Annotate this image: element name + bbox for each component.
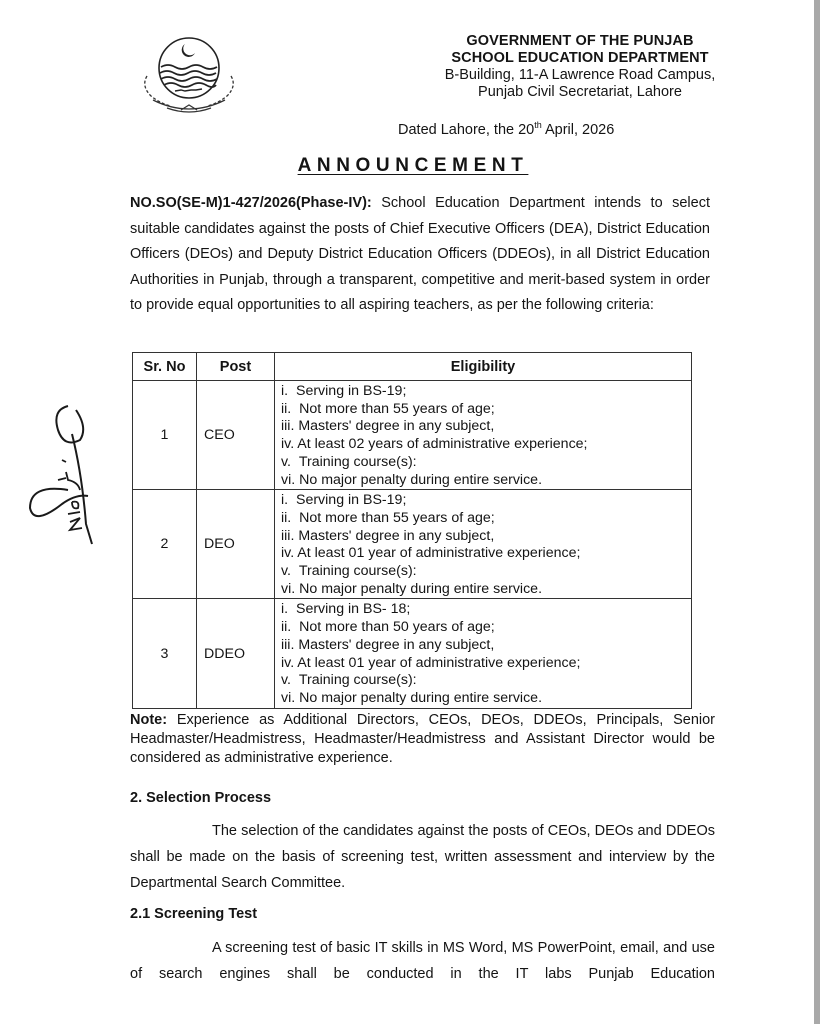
- table-row: [133, 381, 692, 490]
- cell-sr-no: 1: [133, 381, 197, 490]
- cell-eligibility: [275, 599, 692, 708]
- cell-post: DDEO: [197, 599, 275, 708]
- eligibility-item: ii. Not more than 50 years of age;: [281, 619, 495, 636]
- intro-text: School Education Department intends to select suitable candidates against the posts of Chief Executive Officers (DEA), District Education Officers (DEOs) and Deputy District Education Officers (DDEOs), in all District Education Authorities in Punjab, through a transparent, competitive and merit-based system in order to provide equal opportunities to all aspiring teachers, as per the following criteria:: [130, 195, 710, 313]
- note-text: Experience as Additional Directors, CEOs, DEOs, DDEOs, Principals, Senior Headmaster/Headmistress, Headmaster/Headmistress and Assistant Director would be considered as administrative experience.: [130, 712, 715, 766]
- note-label: Note:: [130, 712, 168, 728]
- cell-post: DEO: [197, 490, 275, 599]
- eligibility-item: vi. No major penalty during entire service.: [281, 689, 543, 706]
- cell-sr-no: 3: [133, 599, 197, 708]
- letterhead: [380, 33, 780, 101]
- punjab-government-emblem-icon: [133, 34, 245, 116]
- eligibility-item: iii. Masters' degree in any subject,: [281, 636, 495, 653]
- section-2-heading: 2. Selection Process: [130, 790, 272, 806]
- eligibility-item: vi. No major penalty during entire service.: [281, 471, 543, 488]
- header-post: Post: [197, 353, 275, 381]
- table-row: [133, 490, 692, 599]
- intro-paragraph: [130, 191, 710, 319]
- date-rest: April, 2026: [541, 121, 615, 138]
- table-row: [133, 599, 692, 708]
- announcement-title: ANNOUNCEMENT: [297, 155, 529, 176]
- cell-eligibility: [275, 381, 692, 490]
- eligibility-item: v. Training course(s):: [281, 453, 417, 470]
- handwritten-signature-icon: [28, 398, 118, 548]
- date-prefix: Dated Lahore, the 20: [398, 121, 535, 138]
- eligibility-item: i. Serving in BS-19;: [281, 383, 407, 399]
- date-line: [398, 120, 614, 138]
- eligibility-item: i. Serving in BS-19;: [281, 492, 407, 509]
- note-paragraph: [130, 711, 715, 768]
- reference-number: NO.SO(SE-M)1-427/2026(Phase-IV):: [130, 195, 372, 211]
- eligibility-item: v. Training course(s):: [281, 672, 417, 689]
- eligibility-table: [132, 352, 692, 709]
- section-2-text: The selection of the candidates against the posts of CEOs, DEOs and DDEOs shall be made on the basis of screening test, written assessment and interview by the Departmental Search Committee.: [130, 823, 715, 891]
- letterhead-address-line1: B-Building, 11-A Lawrence Road Campus,: [444, 67, 716, 83]
- cell-sr-no: 2: [133, 490, 197, 599]
- eligibility-item: iv. At least 02 years of administrative experience;: [281, 436, 588, 453]
- eligibility-item: iv. At least 01 year of administrative experience;: [281, 545, 581, 562]
- header-eligibility: Eligibility: [275, 353, 692, 381]
- announcement-title-wrap: [0, 155, 820, 177]
- eligibility-item: ii. Not more than 55 years of age;: [281, 400, 495, 417]
- table-header-row: [133, 353, 692, 381]
- eligibility-item: i. Serving in BS- 18;: [281, 601, 411, 618]
- letterhead-government: GOVERNMENT OF THE PUNJAB: [466, 33, 694, 49]
- cell-post: CEO: [197, 381, 275, 490]
- eligibility-item: iv. At least 01 year of administrative experience;: [281, 654, 581, 671]
- date-suffix: th: [534, 120, 542, 130]
- header-sr-no: Sr. No: [133, 353, 197, 381]
- cell-eligibility: [275, 490, 692, 599]
- eligibility-item: iii. Masters' degree in any subject,: [281, 527, 495, 544]
- section-2-1-text: A screening test of basic IT skills in MS Word, MS PowerPoint, email, and use of search engines shall be conducted in the IT labs Punjab Education: [130, 940, 715, 982]
- section-2-1-heading: 2.1 Screening Test: [130, 906, 258, 922]
- eligibility-item: iii. Masters' degree in any subject,: [281, 418, 495, 435]
- letterhead-address-line2: Punjab Civil Secretariat, Lahore: [478, 84, 682, 100]
- eligibility-item: ii. Not more than 55 years of age;: [281, 509, 495, 526]
- eligibility-item: v. Training course(s):: [281, 563, 417, 580]
- letterhead-department: SCHOOL EDUCATION DEPARTMENT: [451, 50, 709, 66]
- page-edge-shadow: [814, 0, 820, 1024]
- eligibility-item: vi. No major penalty during entire service.: [281, 580, 543, 597]
